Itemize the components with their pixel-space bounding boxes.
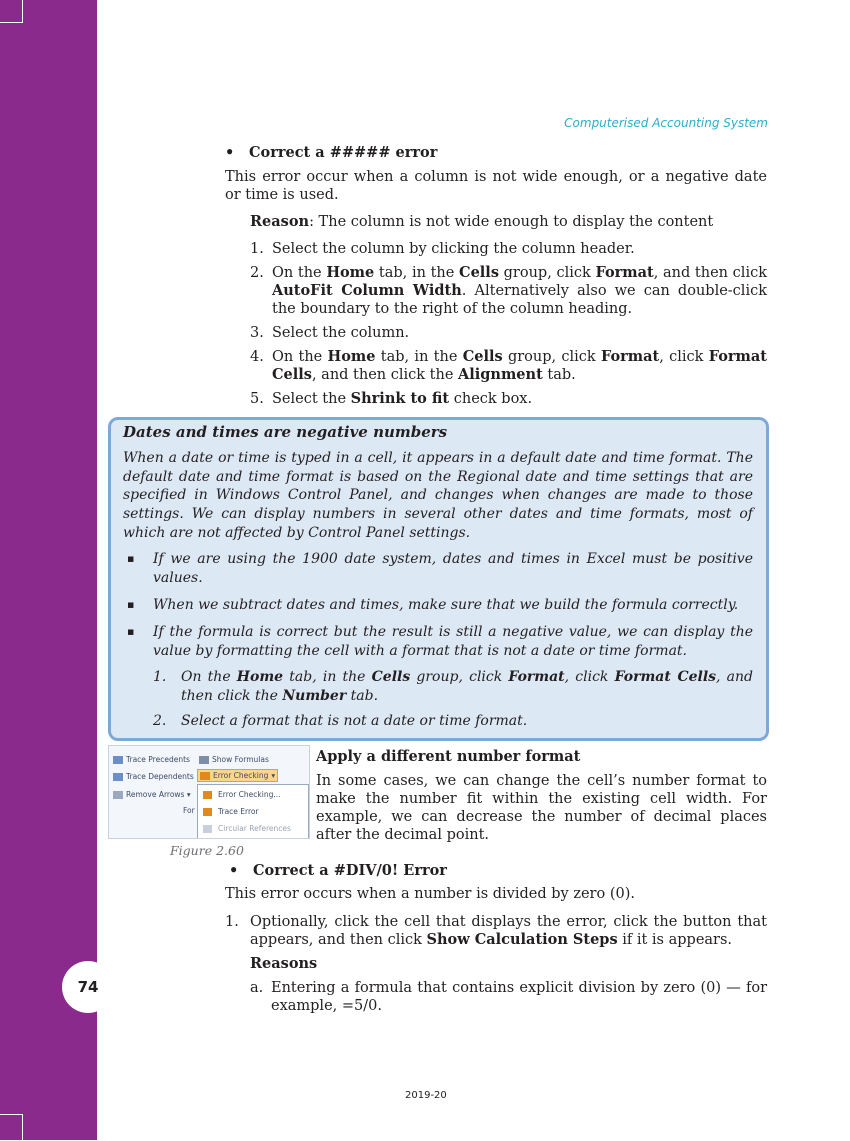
section1-intro: This error occur when a column is not wide enough, or a negative date or time is used. bbox=[225, 169, 767, 203]
circular-references-icon bbox=[203, 825, 212, 833]
excel-ribbon-figure bbox=[108, 745, 310, 839]
menu-item-circular-references: Circular References bbox=[218, 824, 291, 833]
remove-arrows-icon bbox=[113, 791, 123, 799]
reason-a: a. Entering a formula that contains explicit division by zero (0) — for example, =5/0. bbox=[250, 980, 767, 1014]
group-label: For bbox=[183, 806, 195, 815]
section1-heading-row: • Correct a ##### error bbox=[225, 144, 438, 161]
s1-step: 4. On the Home tab, in the Cells group, click Format, click Format Cells, and then click the Alignment tab. bbox=[250, 348, 767, 383]
section1-heading: Correct a ##### error bbox=[249, 144, 438, 161]
s1-step: 1. Select the column by clicking the column header. bbox=[250, 241, 635, 257]
trace-dependents-item: Trace Dependents bbox=[113, 772, 194, 781]
note-box-paragraph: When a date or time is typed in a cell, it appears in a default date and time format. The default date and time format is based on the Regional date and time settings that are specified in Windows Control Panel, and changes when changes are made to those settings. We can display numbers in several other dates and time formats, most of which are not affected by Control Panel settings. bbox=[123, 450, 753, 541]
s1-step: 2. On the Home tab, in the Cells group, click Format, and then click AutoFit Column Width. Alternatively also we can double-click the boundary to the right of the column heading. bbox=[250, 264, 767, 317]
note-box bbox=[108, 417, 769, 741]
footer-year: 2019-20 bbox=[405, 1090, 447, 1101]
note-box-step: 2. Select a format that is not a date or time format. bbox=[153, 713, 528, 729]
show-formulas-item: Show Formulas bbox=[199, 755, 269, 764]
error-checking-menu bbox=[197, 784, 309, 839]
section1-reason bbox=[250, 213, 767, 231]
trace-precedents-icon bbox=[113, 756, 123, 764]
note-box-step: 1. On the Home tab, in the Cells group, click Format, click Format Cells, and then click the Number tab. bbox=[153, 669, 753, 704]
figure-caption: Figure 2.60 bbox=[170, 843, 244, 858]
error-checking-icon bbox=[203, 791, 212, 799]
section3-heading: Correct a #DIV/0! Error bbox=[253, 862, 447, 879]
dropdown-arrow-icon: ▾ bbox=[271, 771, 276, 780]
reasons-label: Reasons bbox=[250, 955, 318, 972]
remove-arrows-item: Remove Arrows ▾ bbox=[113, 790, 191, 799]
menu-item-trace-error: Trace Error bbox=[218, 807, 259, 816]
warning-icon bbox=[200, 772, 210, 780]
menu-item-error-checking: Error Checking... bbox=[218, 790, 281, 799]
note-box-bullet: ▪ When we subtract dates and times, make sure that we build the formula correctly. bbox=[127, 597, 739, 613]
running-header: Computerised Accounting System bbox=[564, 116, 768, 130]
section3-intro: This error occurs when a number is divided by zero (0). bbox=[225, 886, 635, 902]
trace-precedents-item: Trace Precedents bbox=[113, 755, 190, 764]
note-box-title: Dates and times are negative numbers bbox=[123, 423, 448, 441]
trace-error-icon bbox=[203, 808, 212, 816]
note-box-bullet: ▪ If we are using the 1900 date system, dates and times in Excel must be positive values. bbox=[127, 551, 753, 586]
note-box-bullet: ▪ If the formula is correct but the result is still a negative value, we can display the value by formatting the cell with a format that is not a date or time format. bbox=[127, 624, 753, 659]
show-formulas-icon bbox=[199, 756, 209, 764]
page-number: 74 bbox=[62, 961, 114, 1013]
s1-step: 3. Select the column. bbox=[250, 325, 410, 341]
trace-dependents-icon bbox=[113, 773, 123, 781]
reason-text: : The column is not wide enough to display the content bbox=[309, 214, 714, 230]
error-checking-button: Error Checking ▾ bbox=[197, 769, 278, 782]
s1-step: 5. Select the Shrink to fit check box. bbox=[250, 390, 533, 407]
section3-heading-row: • Correct a #DIV/0! Error bbox=[229, 862, 447, 879]
section2-text: In some cases, we can change the cell’s number format to make the number fit within the existing cell width. For example, we can decrease the number of decimal places after the decimal point. bbox=[316, 773, 767, 843]
crop-mark-top bbox=[0, 0, 23, 23]
section2-heading: Apply a different number format bbox=[316, 748, 581, 765]
section3-step1: 1. Optionally, click the cell that displays the error, click the button that appears, and then click Show Calculation Steps if it is appears. bbox=[225, 914, 767, 948]
reason-label: Reason bbox=[250, 213, 310, 230]
crop-mark-bottom bbox=[0, 1114, 23, 1141]
